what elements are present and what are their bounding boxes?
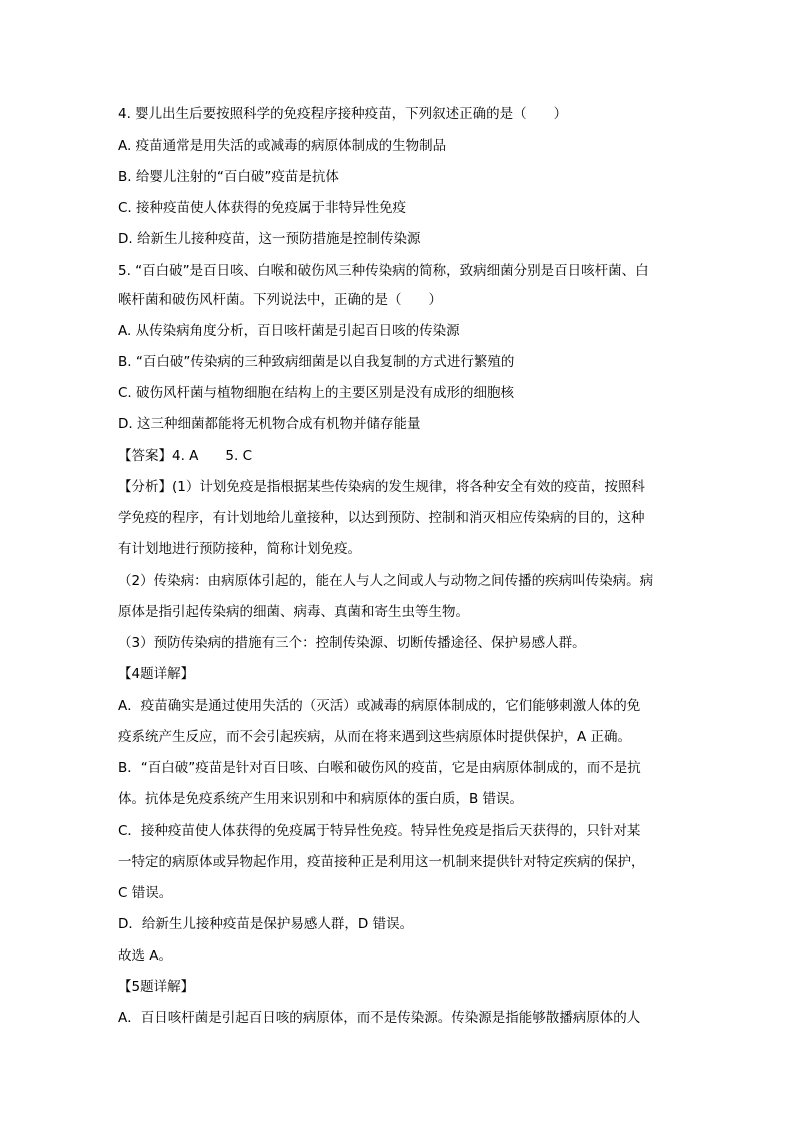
q5-stem-line1: 5. “百白破”是百日咳、白喉和破伤风三种传染病的简称，致病细菌分别是百日咳杆菌、白 [118, 263, 649, 279]
analysis-line-3: 有计划地进行预防接种，简称计划免疫。 [118, 541, 361, 557]
q5-stem-line2: 喉杆菌和破伤风杆菌。下列说法中，正确的是（ ） [118, 292, 442, 308]
detail4-line-1: A．疫苗确实是通过使用失活的（灭活）或减毒的病原体制成的，它们能够刺激人体的免 [118, 698, 641, 714]
q5-option-d: D. 这三种细菌都能将无机物合成有机物并储存能量 [118, 416, 421, 432]
analysis-line-4: （2）传染病：由病原体引起的，能在人与人之间或人与动物之间传播的疾病叫传染病。病 [118, 573, 654, 589]
analysis-line-6: （3）预防传染病的措施有三个：控制传染源、切断传播途径、保护易感人群。 [118, 635, 586, 651]
detail5-line-1: A．百日咳杆菌是引起百日咳的病原体，而不是传染源。传染源是指能够散播病原体的人 [118, 1010, 641, 1026]
detail4-line-4: 体。抗体是免疫系统产生用来识别和中和病原体的蛋白质，B 错误。 [118, 791, 524, 807]
q5-option-b: B. “百白破”传染病的三种致病细菌是以自我复制的方式进行繁殖的 [118, 354, 515, 370]
analysis-line-1: 【分析】(1）计划免疫是指根据某些传染病的发生规律，将各种安全有效的疫苗，按照科 [118, 479, 645, 495]
detail5-heading: 【5题详解】 [118, 979, 195, 995]
detail4-line-2: 疫系统产生反应，而不会引起疾病，从而在将来遇到这些病原体时提供保护，A 正确。 [118, 729, 632, 745]
detail4-line-3: B．“百白破”疫苗是针对百日咳、白喉和破伤风的疫苗，它是由病原体制成的，而不是抗 [118, 760, 641, 776]
detail4-line-9: 故选 A。 [118, 948, 173, 964]
detail4-line-7: C 错误。 [118, 885, 173, 901]
detail4-heading: 【4题详解】 [118, 666, 195, 682]
q5-option-a: A. 从传染病角度分析，百日咳杆菌是引起百日咳的传染源 [118, 323, 460, 339]
detail4-line-5: C．接种疫苗使人体获得的免疫属于特异性免疫。特异性免疫是指后天获得的，只针对某 [118, 823, 641, 839]
q4-option-d: D. 给新生儿接种疫苗，这一预防措施是控制传染源 [118, 231, 421, 247]
analysis-line-5: 原体是指引起传染病的细菌、病毒、真菌和寄生虫等生物。 [118, 604, 469, 620]
detail4-line-8: D．给新生儿接种疫苗是保护易感人群，D 错误。 [118, 916, 414, 932]
q4-option-b: B. 给婴儿注射的“百白破”疫苗是抗体 [118, 169, 339, 185]
q4-option-c: C. 接种疫苗使人体获得的免疫属于非特异性免疫 [118, 200, 407, 216]
answer-line: 【答案】4. A 5. C [118, 448, 253, 464]
detail4-line-6: 一特定的病原体或异物起作用，疫苗接种正是利用这一机制来提供针对特定疾病的保护， [118, 854, 645, 870]
q4-stem: 4. 婴儿出生后要按照科学的免疫程序接种疫苗，下列叙述正确的是（ ） [118, 106, 568, 122]
q5-option-c: C. 破伤风杆菌与植物细胞在结构上的主要区别是没有成形的细胞核 [118, 385, 515, 401]
analysis-line-2: 学免疫的程序，有计划地给儿童接种，以达到预防、控制和消灭相应传染病的目的，这种 [118, 510, 645, 526]
q4-option-a: A. 疫苗通常是用失活的或减毒的病原体制成的生物制品 [118, 138, 447, 154]
